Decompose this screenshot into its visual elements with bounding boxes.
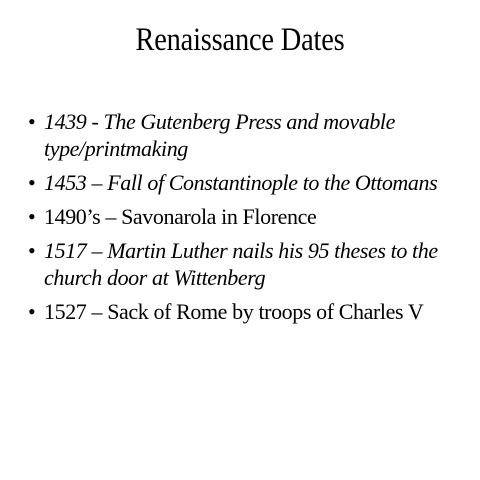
bullet-dot: • (28, 109, 36, 134)
bullet-text: 1517 – Martin Luther nails his 95 theses to the church door at Wittenberg (44, 238, 438, 290)
bullet-text: 1439 - The Gutenberg Press and movable type/printmaking (44, 109, 396, 161)
bullet-list (28, 108, 468, 332)
bullet-item-1490s (28, 203, 468, 230)
bullet-dot: • (28, 170, 36, 195)
bullet-dot: • (28, 238, 36, 263)
slide-title: Renaissance Dates (135, 22, 345, 58)
bullet-text: 1490’s – Savonarola in Florence (44, 204, 317, 229)
bullet-item-1453 (28, 169, 468, 196)
bullet-item-1439 (28, 108, 468, 162)
bullet-item-1527 (28, 298, 468, 325)
bullet-text: 1453 – Fall of Constantinople to the Ottomans (44, 170, 438, 195)
bullet-dot: • (28, 204, 36, 229)
bullet-text: 1527 – Sack of Rome by troops of Charles V (44, 299, 424, 324)
bullet-dot: • (28, 299, 36, 324)
bullet-item-1517 (28, 237, 468, 291)
